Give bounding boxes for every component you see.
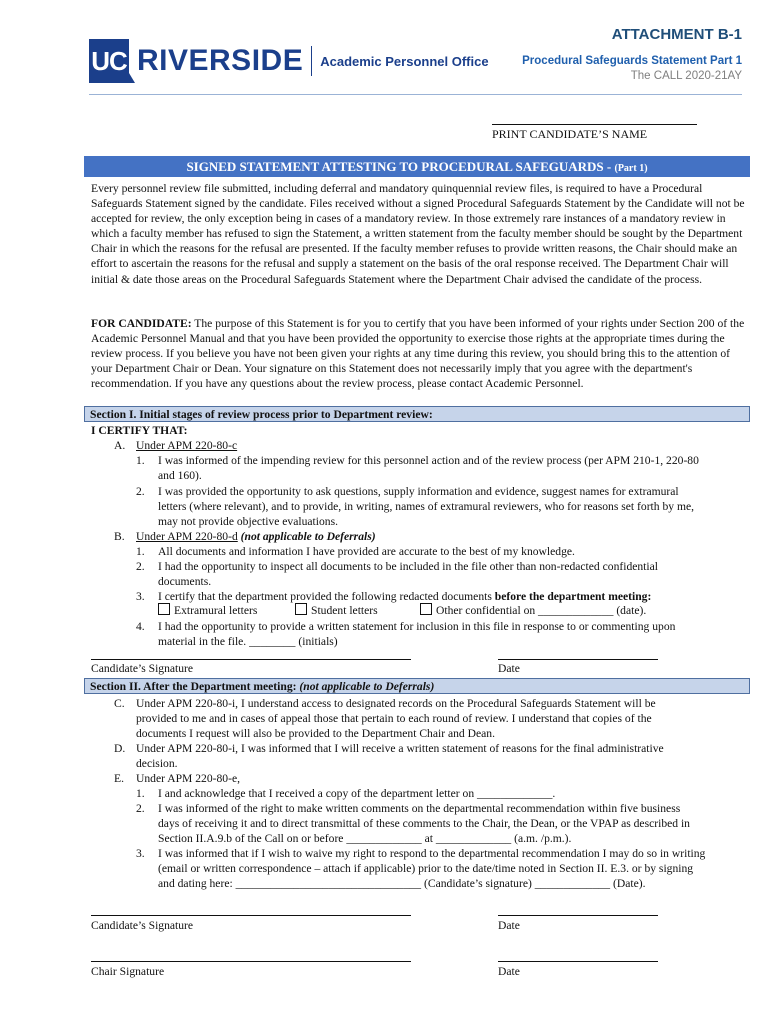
title-main: SIGNED STATEMENT ATTESTING TO PROCEDURAL SAFEGUARDS - xyxy=(186,159,615,174)
item-a-letter: A. xyxy=(114,439,126,452)
logo-office-text: Academic Personnel Office xyxy=(320,53,489,69)
header-divider xyxy=(89,94,742,95)
section-2-header xyxy=(84,678,750,694)
item-a1-line1: I was informed of the impending review for this personnel action and of the review process (per APM 210-1, 220-80 xyxy=(158,454,699,467)
item-e2-line1: I was informed of the right to make written comments on the departmental recommendation within five business xyxy=(158,802,681,815)
item-b-letter: B. xyxy=(114,530,125,543)
for-candidate-paragraph xyxy=(91,316,746,391)
item-e3-line1: I was informed that if I wish to waive my right to respond to the departmental recommendation I may do so in writing xyxy=(158,847,706,860)
item-b2-num: 2. xyxy=(136,560,145,573)
chair-signature-line[interactable] xyxy=(91,960,411,962)
item-c-line2: provided to me and in cases of appeal those that pertain to each round of review. I understand that copies of the xyxy=(136,712,652,725)
date-line-1[interactable] xyxy=(498,658,658,660)
item-e1-num: 1. xyxy=(136,787,145,800)
item-d-line2: decision. xyxy=(136,757,178,770)
certify-label: I CERTIFY THAT: xyxy=(91,424,188,437)
item-b3-text xyxy=(158,589,651,604)
item-a2-num: 2. xyxy=(136,485,145,498)
intro-paragraph: Every personnel review file submitted, including deferral and mandatory quinquennial review files, is required to have a Procedural Safeguards Statement signed by the candidate. Files received without a signed Procedural Safeguards Statement by the Candidate will not be accepted for review, the only exception being in cases of a mandatory review. In those extremely rare instances of a mandatory review in which a faculty member has refused to sign the Statement, a written statement from the faculty member should be sought by the Department Chair in which the reasons for the refusal are presented. If the faculty member refuses to provide written reasons, the Chair should make an effort to ascertain the reasons for the refusal and supply a statement on the basis of the oral response received. The Department Chair will initial & date those areas on the Procedural Safeguards Statement where the Department Chair advised the candidate of the process. xyxy=(91,182,745,286)
item-e2-line3: Section II.A.9.b of the Call on or before _____________ at _____________ (a.m. /p.m.). xyxy=(158,832,572,845)
uc-riverside-logo xyxy=(89,38,489,84)
logo-divider xyxy=(311,46,312,76)
candidate-name-label: PRINT CANDIDATE’S NAME xyxy=(492,127,648,141)
document-subtitle: Procedural Safeguards Statement Part 1 xyxy=(522,55,742,67)
date-line-2[interactable] xyxy=(498,914,658,916)
option-student[interactable] xyxy=(295,603,378,618)
attachment-label: ATTACHMENT B-1 xyxy=(611,26,742,43)
call-year: The CALL 2020-21AY xyxy=(630,70,742,82)
item-e2-num: 2. xyxy=(136,802,145,815)
checkbox-student[interactable] xyxy=(295,603,307,615)
option-extramural[interactable] xyxy=(158,603,257,618)
item-e3-line3: and dating here: ________________________________ (Candidate’s signature) _____________ (Date). xyxy=(158,877,646,890)
date-label-2: Date xyxy=(498,919,520,932)
item-e-letter: E. xyxy=(114,772,124,785)
section-2-title: Section II. After the Department meeting: xyxy=(90,680,300,693)
item-a1-num: 1. xyxy=(136,454,145,467)
title-band xyxy=(84,156,750,177)
item-c-line1: Under APM 220-80-i, I understand access to designated records on the Procedural Safeguards Statement will be xyxy=(136,697,656,710)
item-b3-pre: I certify that the department provided the following redacted documents xyxy=(158,590,495,603)
title-part: (Part 1) xyxy=(614,163,648,174)
option-other-label: Other confidential on _____________ (date). xyxy=(436,604,647,617)
item-b1-text: All documents and information I have provided are accurate to the best of my knowledge. xyxy=(158,545,575,558)
item-b1-num: 1. xyxy=(136,545,145,558)
candidate-name-line[interactable] xyxy=(492,114,697,125)
item-b-note: (not applicable to Deferrals) xyxy=(237,530,376,543)
section-2-note: (not applicable to Deferrals) xyxy=(299,680,435,693)
uc-logo-mark: UC xyxy=(89,39,129,83)
item-a2-line3: may not provide objective evaluations. xyxy=(158,515,338,528)
item-a-heading: Under APM 220-80-c xyxy=(136,439,238,452)
option-student-label: Student letters xyxy=(311,604,378,617)
item-b3-num: 3. xyxy=(136,590,145,603)
item-b4-num: 4. xyxy=(136,620,145,633)
candidate-signature-line-2[interactable] xyxy=(91,914,411,916)
item-b-heading-wrap xyxy=(136,529,376,544)
logo-riverside-text: RIVERSIDE xyxy=(137,44,304,77)
item-a2-line1: I was provided the opportunity to ask questions, supply information and evidence, suggest names for extramural xyxy=(158,485,679,498)
item-b3-bold: before the department meeting: xyxy=(494,590,652,603)
item-b2-line2: documents. xyxy=(158,575,212,588)
item-e-heading: Under APM 220-80-e, xyxy=(136,772,241,785)
item-a1-line2: and 160). xyxy=(158,469,202,482)
header-right xyxy=(522,26,742,82)
checkbox-other[interactable] xyxy=(420,603,432,615)
item-b4-line2: material in the file. ________ (initials) xyxy=(158,635,338,648)
candidate-signature-label-2: Candidate’s Signature xyxy=(91,919,194,932)
date-label-3: Date xyxy=(498,965,520,978)
chair-signature-label: Chair Signature xyxy=(91,965,165,978)
option-other[interactable] xyxy=(420,603,646,618)
for-candidate-label: FOR CANDIDATE: xyxy=(91,317,192,330)
item-c-line3: documents I request will also be provided to the Department Chair and Dean. xyxy=(136,727,495,740)
date-label-1: Date xyxy=(498,662,520,675)
checkbox-extramural[interactable] xyxy=(158,603,170,615)
item-d-letter: D. xyxy=(114,742,126,755)
item-b2-line1: I had the opportunity to inspect all documents to be included in the file other than non-redacted confidential xyxy=(158,560,658,573)
candidate-signature-line-1[interactable] xyxy=(91,658,411,660)
item-b4-line1: I had the opportunity to provide a written statement for inclusion in this file in response to or commenting upon xyxy=(158,620,676,633)
date-line-3[interactable] xyxy=(498,960,658,962)
for-candidate-text: The purpose of this Statement is for you to certify that you have been informed of your rights under Section 200 of the Academic Personnel Manual and that you have been provided the opportunity to exercise those rights at the appropriate times during the review process. If you believe you have not been given your rights at any time during this review, you should bring this to the attention of your Department Chair or Dean. Your signature on this Statement does not necessarily imply that you agree with the department's recommendation. If you have any questions about the review process, please contact Academic Personnel. xyxy=(91,317,745,391)
item-a2-line2: letters (where relevant), and to provide, in writing, names of extramural reviewers, who for reasons set forth by me, xyxy=(158,500,695,513)
item-d-line1: Under APM 220-80-i, I was informed that I will receive a written statement of reasons for the final administrative xyxy=(136,742,664,755)
item-e2-line2: days of receiving it and to direct transmittal of these comments to the Chair, the Dean, or the VPAP as described in xyxy=(158,817,690,830)
item-b-heading: Under APM 220-80-d xyxy=(136,530,238,543)
item-e3-line2: (email or written correspondence – attach if applicable) prior to the date/time noted in Section II. E.3. or by signing xyxy=(158,862,694,875)
item-c-letter: C. xyxy=(114,697,125,710)
item-e3-num: 3. xyxy=(136,847,145,860)
option-extramural-label: Extramural letters xyxy=(174,604,258,617)
candidate-signature-label-1: Candidate’s Signature xyxy=(91,662,194,675)
section-1-header: Section I. Initial stages of review process prior to Department review: xyxy=(84,406,750,422)
item-e1-text: I and acknowledge that I received a copy of the department letter on _____________. xyxy=(158,787,556,800)
